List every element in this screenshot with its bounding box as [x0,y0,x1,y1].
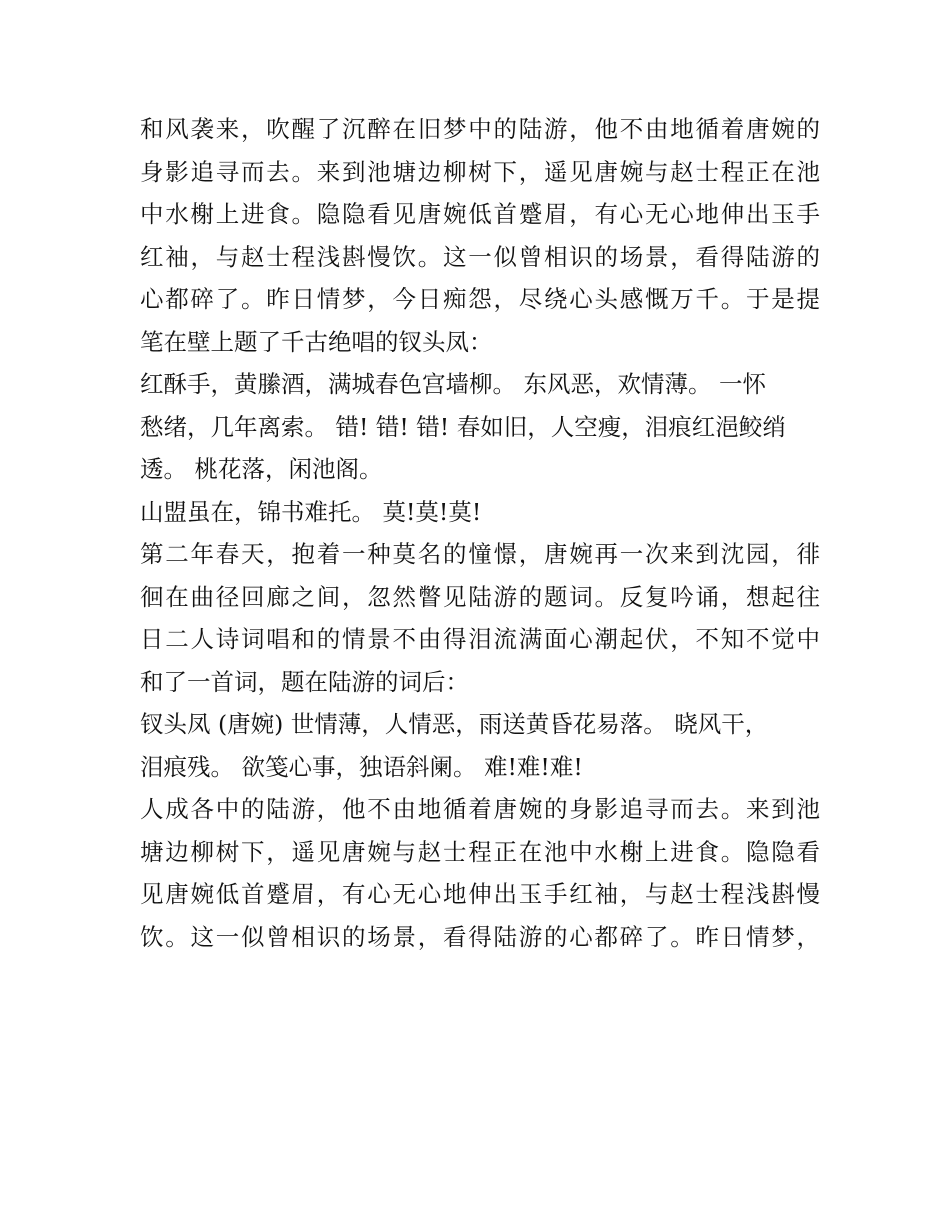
poem-line: 红酥手，黄縢酒，满城春色宫墙柳。 东风恶，欢情薄。 一怀 [140,370,766,398]
text-line: 和风袭来，吹醒了沉醉在旧梦中的陆游，他不由地循着唐婉的 [140,115,820,143]
poem-line: 透。 桃花落，闲池阁。 [140,455,383,483]
text-line: 人成各中的陆游，他不由地循着唐婉的身影追寻而去。来到池 [140,795,820,823]
text-line: 身影追寻而去。来到池塘边柳树下，遥见唐婉与赵士程正在池 [140,157,820,186]
text-line: 中水榭上进食。隐隐看见唐婉低首蹙眉，有心无心地伸出玉手 [140,200,820,228]
document-body [140,108,820,958]
poem-line: 泪痕残。 欲笺心事，独语斜阑。 难!难!难! [140,752,583,781]
text-line: 心都碎了。昨日情梦，今日痴怨，尽绕心头感慨万千。于是提 [140,285,820,313]
text-line: 见唐婉低首蹙眉，有心无心地伸出玉手红袖，与赵士程浅斟慢 [140,880,820,908]
text-line: 红袖，与赵士程浅斟慢饮。这一似曾相识的场景，看得陆游的 [140,242,820,271]
text-line: 第二年春天，抱着一种莫名的憧憬，唐婉再一次来到沈园，徘 [140,540,820,568]
poem-line: 钗头凤 (唐婉) 世情薄，人情恶，雨送黄昏花易落。 晓风干， [140,710,769,738]
text-line: 笔在壁上题了千古绝唱的钗头凤： [140,327,493,356]
text-line: 饮。这一似曾相识的场景，看得陆游的心都碎了。昨日情梦， [140,922,820,951]
text-line: 塘边柳树下，遥见唐婉与赵士程正在池中水榭上进食。隐隐看 [140,837,820,866]
poem-line: 愁绪，几年离索。 错! 错! 错! 春如旧，人空瘦，泪痕红浥鲛绡 [140,412,786,441]
text-line: 徊在曲径回廊之间，忽然瞥见陆游的题词。反复吟诵，想起往 [140,582,820,611]
text-line: 和了一首词，题在陆游的词后： [140,667,469,696]
poem-line: 山盟虽在，锦书难托。 莫!莫!莫! [140,497,482,526]
text-line: 日二人诗词唱和的情景不由得泪流满面心潮起伏，不知不觉中 [140,625,820,653]
